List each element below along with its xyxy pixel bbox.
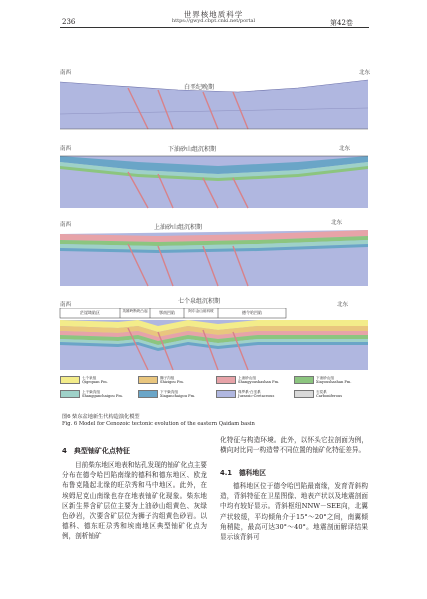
header-rule bbox=[60, 27, 369, 28]
panel-1-left-label: 南西 bbox=[60, 70, 72, 76]
journal-url[interactable]: https://gwyd.cbpt.cnki.net/portal bbox=[171, 18, 256, 24]
panel-4-left-label: 南西 bbox=[60, 302, 72, 308]
journal-title: 世界核地质科学 bbox=[183, 10, 244, 19]
figure-caption-en: Fig. 6 Model for Cenozoic tectonic evolution of the eastern Qaidam basin bbox=[62, 421, 255, 427]
panel-2-title: 下油砂山组沉积期 bbox=[168, 146, 217, 153]
structure-label-5: 德令哈凹陷 bbox=[242, 310, 262, 315]
panel-3-right-label: 北东 bbox=[330, 220, 342, 226]
figure-6 bbox=[58, 60, 370, 410]
panel-4-title: 七个泉组沉积期 bbox=[178, 298, 221, 305]
panel-2-left-label: 南西 bbox=[60, 146, 72, 152]
volume-number: 第42卷 bbox=[330, 19, 353, 27]
subsection-title: 4.1 德科地区 bbox=[220, 469, 267, 477]
section-title: 4 典型铀矿化点特征 bbox=[62, 447, 130, 455]
panel-4-right-label: 北东 bbox=[336, 302, 348, 308]
panel-4 bbox=[58, 296, 370, 374]
legend: 七个泉组 Qigequan Fm. 狮子沟组 Shizigou Fm. 上油砂山组 Shangyoushashan Fm. 下油砂山组 Xiayoushashan Fm. 上干柴沟组 Shangganchaigou Fm. 下干柴沟组 Xiaganchaigou Fm. 侏罗系-白垩系 Jurassic-Cretaceous 石炭系 Carboniferous bbox=[60, 376, 370, 408]
page-number: 236 bbox=[62, 18, 76, 26]
panel-2-section bbox=[58, 152, 370, 210]
right-paragraph-1: 化特征与构造环境。此外，以怀头它拉剖面为例，横向对比同一构造带不同位置的铀矿化特征差异。 bbox=[220, 436, 368, 455]
left-paragraph: 目前柴东地区地表和钻孔发现的铀矿化点主要分布在德令哈凹陷南缘的德科和德东地区、欧龙布鲁克隆起北缘的旺尕秀和马中地区。此外，在埃姆尼克山南缘也存在地表铀矿化现象。柴东地区新生界含矿层位主要为上油砂山组黄色、灰绿色砂岩，次要含矿层位为狮子沟组黄色砂岩。以德科、德东旺尕秀和埃南地区典型铀矿化点为例，剖析铀矿 bbox=[62, 461, 207, 541]
panel-1 bbox=[58, 64, 370, 134]
panel-1-right-label: 北东 bbox=[358, 70, 370, 76]
structure-label-3: 鄂南凹陷 bbox=[159, 310, 175, 315]
panel-3-left-label: 南西 bbox=[60, 222, 72, 228]
structure-label-2: 英雄岭断块凸起 bbox=[122, 309, 148, 313]
structure-label-1: 茫崖坳陷区 bbox=[80, 310, 100, 315]
panel-1-title: 白垩纪晚期 bbox=[184, 84, 215, 91]
panel-1-section bbox=[58, 74, 370, 134]
right-paragraph-2: 德科地区位于德令哈凹陷最南缘，发育背斜构造，背斜特征在卫星图像、地表产状以及地震剖面中均有较好显示。背斜枢纽NNW－SEE向，北翼产状较缓，平均倾角介于15°～20°之间，南翼倾角稍陡，最高可达30°～40°。地震剖面解译结果显示该背斜可 bbox=[220, 482, 368, 542]
panel-2 bbox=[58, 140, 370, 210]
panel-3-title: 上油砂山组沉积期 bbox=[154, 224, 203, 231]
panel-3-section bbox=[58, 230, 370, 288]
panel-3 bbox=[58, 216, 370, 288]
figure-caption-cn: 图6 柴东盆地新生代构造演化模型 bbox=[62, 414, 140, 420]
panel-2-right-label: 北东 bbox=[338, 146, 350, 152]
panel-4-section bbox=[58, 308, 370, 372]
structure-label-4: 阿尔金山前斜坡 bbox=[188, 309, 214, 313]
